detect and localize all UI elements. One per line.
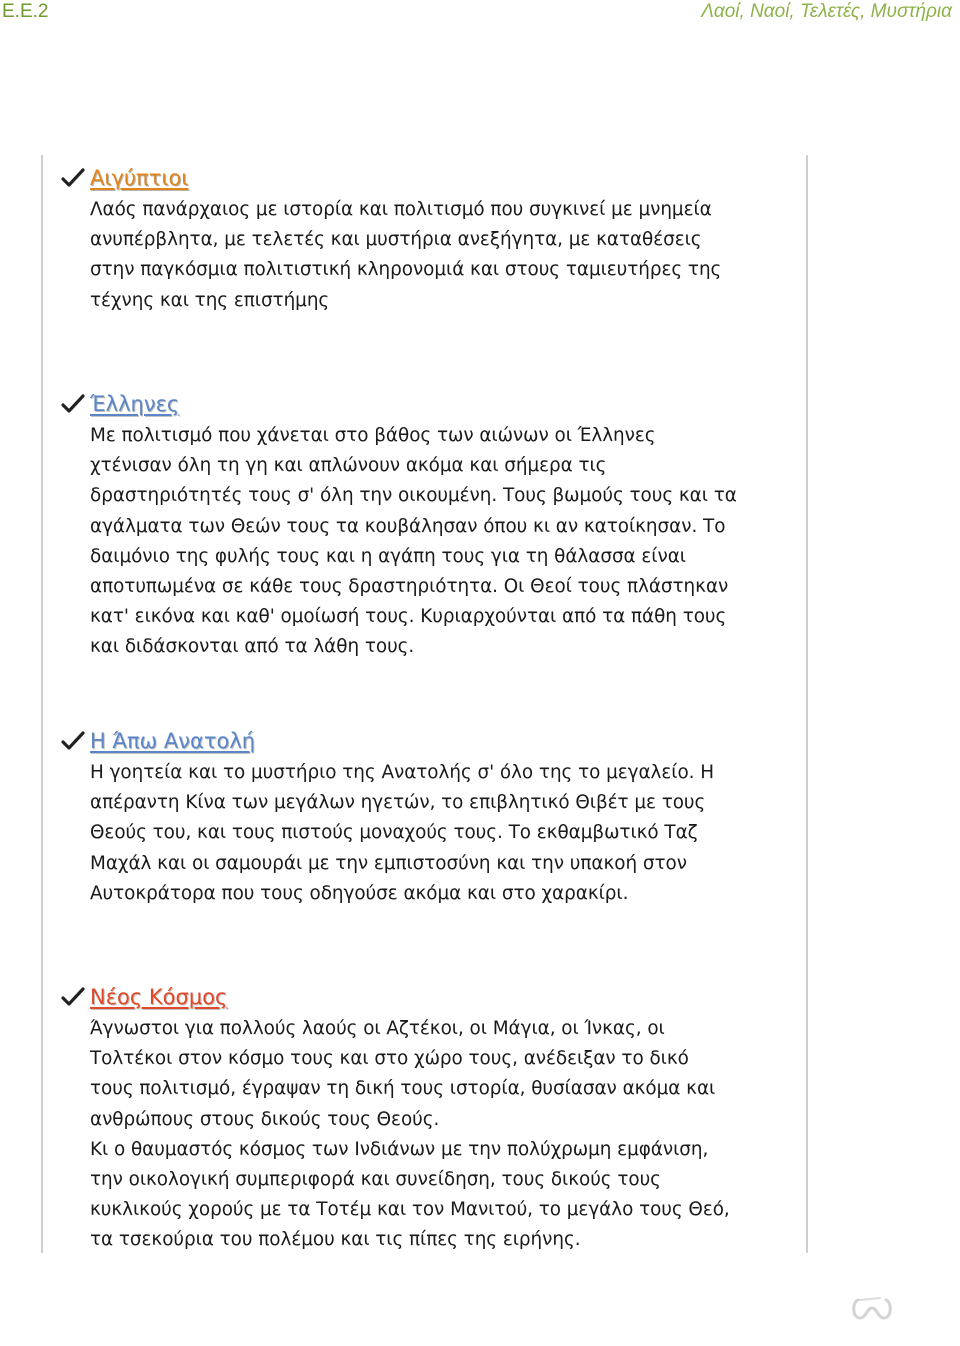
page-number-ornament-icon: [850, 1294, 894, 1324]
text-line: στην παγκόσμια πολιτιστική κληρονομιά και στους ταμιευτήρες της: [90, 259, 722, 281]
section-title: Νέος Κόσμος: [90, 985, 228, 1009]
text-line: Αυτοκράτορα που τους οδηγούσε ακόμα και στο χαρακίρι.: [90, 882, 629, 904]
text-line: Με πολιτισμό που χάνεται στο βάθος των αιώνων οι Έλληνες: [90, 425, 656, 446]
text-line: Άγνωστοι για πολλούς λαούς οι Αζτέκοι, οι Μάγια, οι Ίνκας, οι: [90, 1018, 665, 1039]
section-title: Έλληνες: [90, 392, 180, 416]
text-line: αποτυπωμένα σε κάθε τους δραστηριότητα. Οι Θεοί τους πλάστηκαν: [90, 576, 729, 598]
text-line: τέχνης και της επιστήμης: [90, 289, 330, 311]
header-code: Ε.Ε.2: [2, 1, 49, 22]
section-title: Αιγύπτιοι: [90, 166, 189, 190]
section-greeks: [60, 387, 780, 663]
text-line: τα τσεκούρια του πολέμου και τις πίπες της ειρήνης.: [90, 1229, 581, 1251]
text-line: Λαός πανάρχαιος με ιστορία και πολιτισμό που συγκινεί με μνημεία: [90, 199, 712, 220]
text-line: ανυπέρβλητα, με τελετές και μυστήρια ανεξήγητα, με καταθέσεις: [90, 229, 702, 251]
section-heading: [60, 724, 780, 758]
text-line: την οικολογική συμπεριφορά και συνείδηση, τους δικούς τους: [90, 1169, 661, 1191]
text-line: απέραντη Κίνα των μεγάλων ηγετών, το επιβλητικό Θιβέτ με τους: [90, 792, 706, 814]
text-line: χτένισαν όλη τη γη και απλώνουν ακόμα και σήμερα τις: [90, 455, 607, 477]
section-heading: [60, 161, 780, 195]
section-far-east: [60, 724, 780, 909]
text-line: ανθρώπους στους δικούς τους Θεούς.: [90, 1108, 440, 1130]
text-line: Κι ο θαυμαστός κόσμος των Ινδιάνων με την πολύχρωμη εμφάνιση,: [90, 1138, 709, 1160]
section-body: [90, 195, 780, 316]
section-heading: [60, 980, 780, 1014]
section-egyptians: [60, 161, 780, 316]
section-heading: [60, 387, 780, 421]
checkmark-icon: [60, 392, 86, 416]
section-body: [90, 758, 780, 909]
right-border-line: [806, 155, 808, 1253]
text-line: κυκλικούς χορούς με τα Τοτέμ και τον Μανιτού, το μεγάλο τους Θεό,: [90, 1199, 730, 1221]
checkmark-icon: [60, 729, 86, 753]
text-line: δραστηριότητές τους σ' όλη την οικουμένη. Τους βωμούς τους και τα: [90, 485, 737, 507]
text-line: κατ' εικόνα και καθ' ομοίωσή τους. Κυριαρχούνται από τα πάθη τους: [90, 606, 727, 628]
section-title: Η Άπω Ανατολή: [90, 729, 256, 753]
text-line: δαιμόνιο της φυλής τους και η αγάπη τους για τη θάλασσα είναι: [90, 545, 686, 567]
checkmark-icon: [60, 166, 86, 190]
text-line: τους πολιτισμό, έγραψαν τη δική τους ιστορία, θυσίασαν ακόμα και: [90, 1078, 716, 1100]
section-body: [90, 1014, 780, 1256]
section-new-world: [60, 980, 780, 1256]
text-line: αγάλματα των Θεών τους τα κουβάλησαν όπου κι αν κατοίκησαν. Το: [90, 515, 726, 537]
checkmark-icon: [60, 985, 86, 1009]
section-body: [90, 421, 780, 663]
text-line: Τολτέκοι στον κόσμο τους και στο χώρο τους, ανέδειξαν το δικό: [90, 1048, 689, 1070]
text-line: Μαχάλ και οι σαμουράι με την εμπιστοσύνη και την υπακοή στον: [90, 852, 687, 874]
text-line: Θεούς του, και τους πιστούς μοναχούς τους. Το εκθαμβωτικό Ταζ: [90, 822, 698, 844]
text-line: Η γοητεία και το μυστήριο της Ανατολής σ' όλο της το μεγαλείο. Η: [90, 762, 715, 783]
text-line: και διδάσκονται από τα λάθη τους.: [90, 636, 415, 658]
header-title: Λαοί, Ναοί, Τελετές, Μυστήρια: [701, 1, 952, 22]
left-border-line: [41, 155, 43, 1253]
